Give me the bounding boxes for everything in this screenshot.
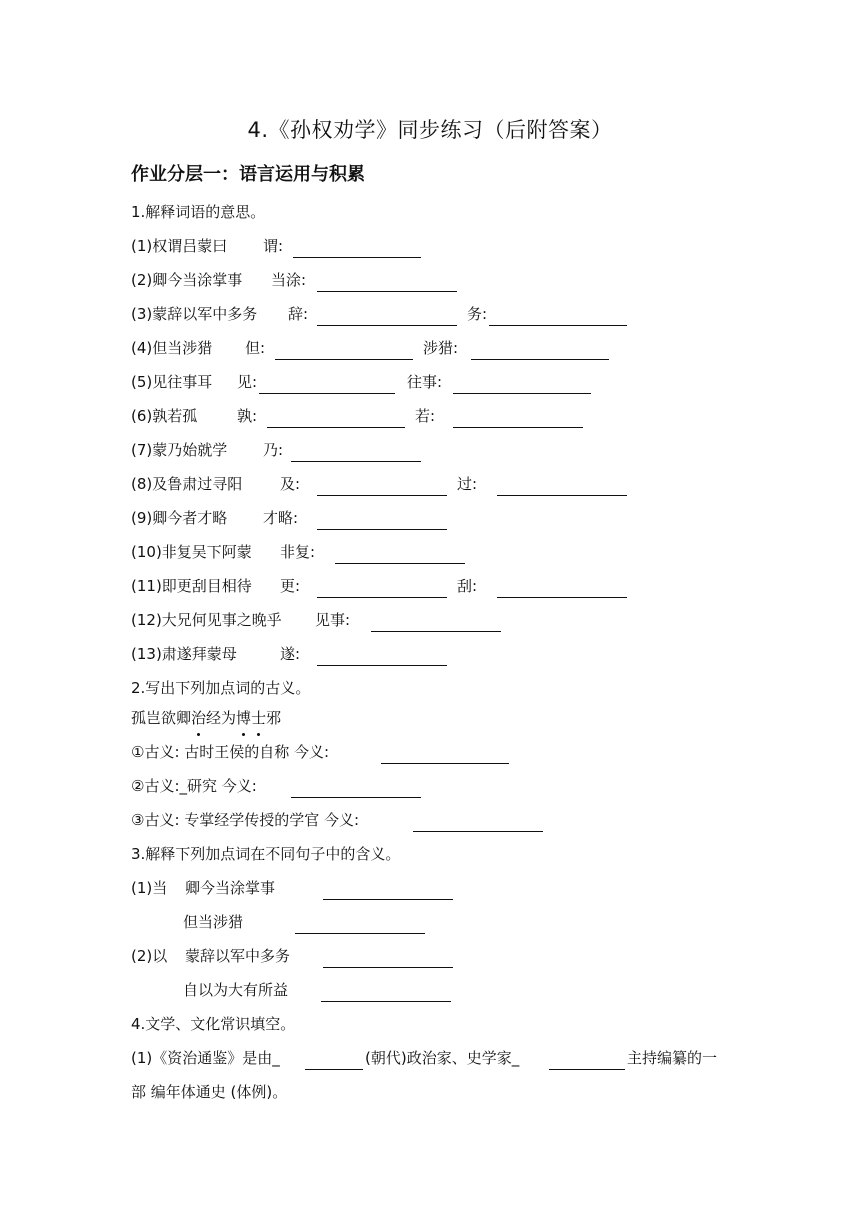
answer-blank[interactable] <box>317 269 457 292</box>
q1-item-3: (3)蒙辞以军中多务 辞: 务: <box>131 303 731 325</box>
q1-item-5: (5)见往事耳 见: 往事: <box>131 371 731 393</box>
answer-blank[interactable] <box>323 945 453 968</box>
q1-item-12: (12)大兄何见事之晚乎 见事: <box>131 609 731 631</box>
answer-blank[interactable] <box>317 575 447 598</box>
q1-item-9: (9)卿今者才略 才略: <box>131 507 731 529</box>
q1-item-7: (7)蒙乃始就学 乃: <box>131 439 731 461</box>
answer-blank[interactable] <box>275 337 413 360</box>
q1-item-8: (8)及鲁肃过寻阳 及: 过: <box>131 473 731 495</box>
answer-blank[interactable] <box>489 303 627 326</box>
dotted-char: 博 <box>236 709 252 727</box>
q1-item-4: (4)但当涉猎 但: 涉猎: <box>131 337 731 359</box>
q3-group-2-line-2: 自以为大有所益 <box>131 979 731 1001</box>
q3-group-1-line-2: 但当涉猎 <box>131 911 731 933</box>
answer-blank[interactable] <box>259 371 395 394</box>
answer-blank[interactable] <box>497 473 627 496</box>
answer-blank[interactable] <box>323 877 453 900</box>
answer-blank[interactable] <box>317 507 447 530</box>
q1-item-11: (11)即更刮目相待 更: 刮: <box>131 575 731 597</box>
dotted-char: 治 <box>191 709 207 727</box>
q2-item-3: ③古义: 专掌经学传授的学官 今义: <box>131 809 731 831</box>
answer-blank[interactable] <box>317 303 457 326</box>
answer-blank[interactable] <box>453 405 583 428</box>
answer-blank[interactable] <box>549 1047 625 1070</box>
answer-blank[interactable] <box>371 609 501 632</box>
q2-item-2: ②古义:_研究 今义: <box>131 775 731 797</box>
q4-item-1-cont: 部 编年体通史 (体例)。 <box>131 1083 288 1101</box>
answer-blank[interactable] <box>321 979 451 1002</box>
q3-group-2-line-1: (2)以 蒙辞以军中多务 <box>131 945 731 967</box>
answer-blank[interactable] <box>381 741 509 764</box>
answer-blank[interactable] <box>305 1047 363 1070</box>
answer-blank[interactable] <box>291 775 421 798</box>
q3-heading: 3.解释下列加点词在不同句子中的含义。 <box>131 845 401 863</box>
answer-blank[interactable] <box>471 337 609 360</box>
answer-blank[interactable] <box>267 405 405 428</box>
q1-item-2: (2)卿今当涂掌事 当涂: <box>131 269 731 291</box>
q1-item-10: (10)非复吴下阿蒙 非复: <box>131 541 731 563</box>
q2-sentence: 孤岂欲卿治经为博士邪 <box>131 709 282 727</box>
page-title: 4.《孙权劝学》同步练习（后附答案） <box>247 118 613 142</box>
q3-group-1-line-1: (1)当 卿今当涂掌事 <box>131 877 731 899</box>
q2-item-1: ①古义: 古时王侯的自称 今义: <box>131 741 731 763</box>
answer-blank[interactable] <box>317 473 447 496</box>
answer-blank[interactable] <box>291 439 421 462</box>
answer-blank[interactable] <box>413 809 543 832</box>
answer-blank[interactable] <box>335 541 465 564</box>
answer-blank[interactable] <box>497 575 627 598</box>
q4-heading: 4.文学、文化常识填空。 <box>131 1015 296 1033</box>
q4-item-1: (1)《资治通鉴》是由_ (朝代)政治家、史学家_ 主持编纂的一 <box>131 1047 741 1069</box>
answer-blank[interactable] <box>317 643 447 666</box>
q1-item-13: (13)肃遂拜蒙母 遂: <box>131 643 731 665</box>
q1-item-6: (6)孰若孤 孰: 若: <box>131 405 731 427</box>
answer-blank[interactable] <box>293 235 421 258</box>
answer-blank[interactable] <box>295 911 425 934</box>
q2-heading: 2.写出下列加点词的古义。 <box>131 679 311 697</box>
dotted-char: 士 <box>251 709 267 727</box>
answer-blank[interactable] <box>453 371 591 394</box>
q1-item-1: (1)权谓吕蒙曰 谓: <box>131 235 731 257</box>
q1-heading: 1.解释词语的意思。 <box>131 203 266 221</box>
section-heading: 作业分层一：语言运用与积累 <box>131 164 365 185</box>
